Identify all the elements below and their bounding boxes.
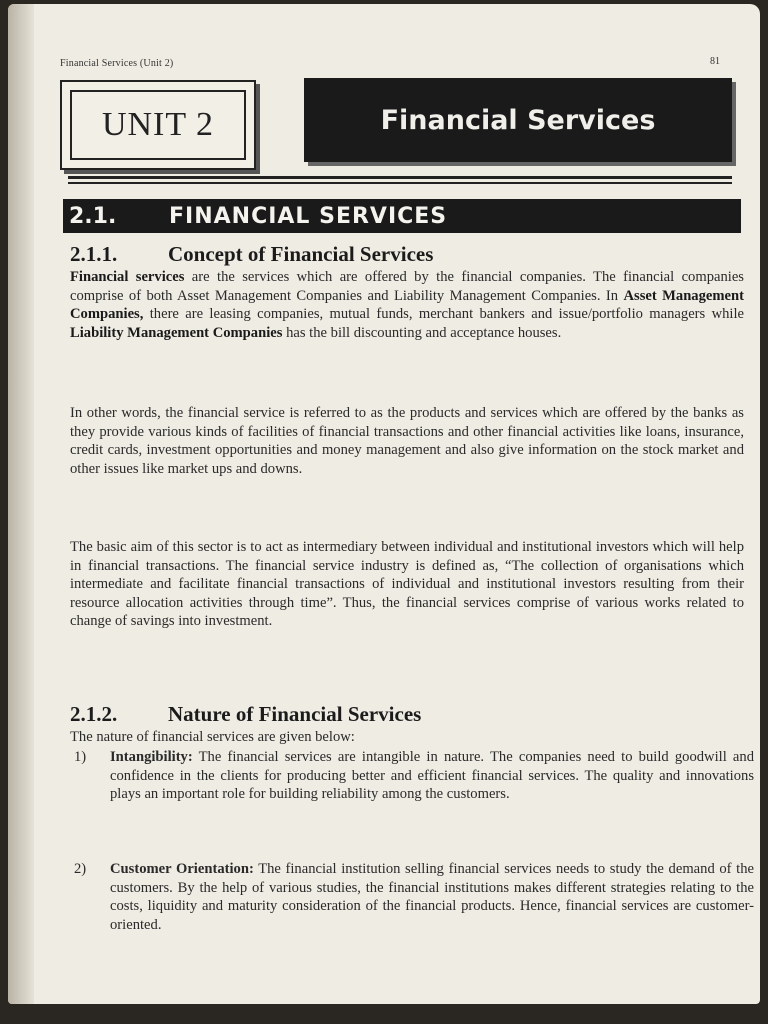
term-asset-management-companies: Asset Management Companies, [70,287,744,323]
term-liability-management-companies: Liability Management Companies [70,324,283,341]
subsection-title: Concept of Financial Services [168,242,434,266]
page-number: 81 [710,56,720,67]
subsection-heading-nature [70,702,421,727]
unit-title: Financial Services [380,104,656,136]
header-rule-bottom [68,182,732,184]
list-item-body [110,748,754,804]
subsection-heading-concept [70,242,433,267]
unit-title-banner [304,78,732,162]
subsection-title: Nature of Financial Services [168,702,422,726]
paragraph-other-words: In other words, the financial service is referred to as the products and services which are offered by the banks as they provide various kinds of facilities of financial transactions and other financial activities like loans, insurance, credit cards, investment opportunities and money management and also give information on the stock market and other issues like market ups and downs. [70,405,744,477]
list-item-text: The financial services are intangible in nature. The companies need to build goodwill and confidence in the clients for producing better and efficient financial services. The quality and innovations plays an important role for building reliability among the customers. [110,749,754,803]
header-rule-top [68,176,732,179]
paragraph-text: are the services which are offered by the financial companies. The financial companies comprise of both Asset Management Companies and Liability Management Companies. In [70,269,744,304]
page-gutter [8,4,34,1004]
unit-box [60,80,256,170]
book-page [8,4,760,1004]
nature-intro: The nature of financial services are given below: [70,729,355,745]
unit-label: UNIT 2 [101,106,215,143]
list-item [74,860,754,934]
paragraph-basic-aim: The basic aim of this sector is to act as intermediary between individual and institutional investors which will help in financial transactions. The financial service industry is defined as, “The collection of organisations which intermediate and facilitate financial transactions of individual and institutional investors resulting from their resource allocation activities through time”. Thus, the financial services comprise of various works related to change of savings into investment. [70,539,744,630]
subsection-number: 2.1.1. [70,242,118,266]
list-item-body [110,860,754,934]
list-item-term: Intangibility: [110,749,193,765]
subsection-number: 2.1.2. [70,702,118,726]
section-heading-bar [63,199,741,233]
paragraph-concept-definition [70,268,744,342]
list-marker: 1) [74,749,87,765]
paragraph-text: has the bill discounting and acceptance houses. [282,324,562,341]
term-financial-services: Financial services [70,269,185,285]
list-item-term: Customer Orientation: [110,861,254,877]
paragraph-text: there are leasing companies, mutual funds, merchant bankers and issue/portfolio managers while [143,306,744,323]
unit-box-inner-frame [70,90,246,160]
section-number: 2.1. [69,203,117,229]
list-item [74,748,754,804]
section-title: FINANCIAL SERVICES [169,203,448,229]
running-head: Financial Services (Unit 2) [60,58,174,69]
list-item-text: The financial institution selling financial services needs to study the demand of the customers. By the help of various studies, the financial institutions makes different strategies relating to the costs, liquidity and maturity consideration of the financial products. Hence, financial services are customer-oriented. [110,861,755,933]
list-marker: 2) [74,861,87,877]
